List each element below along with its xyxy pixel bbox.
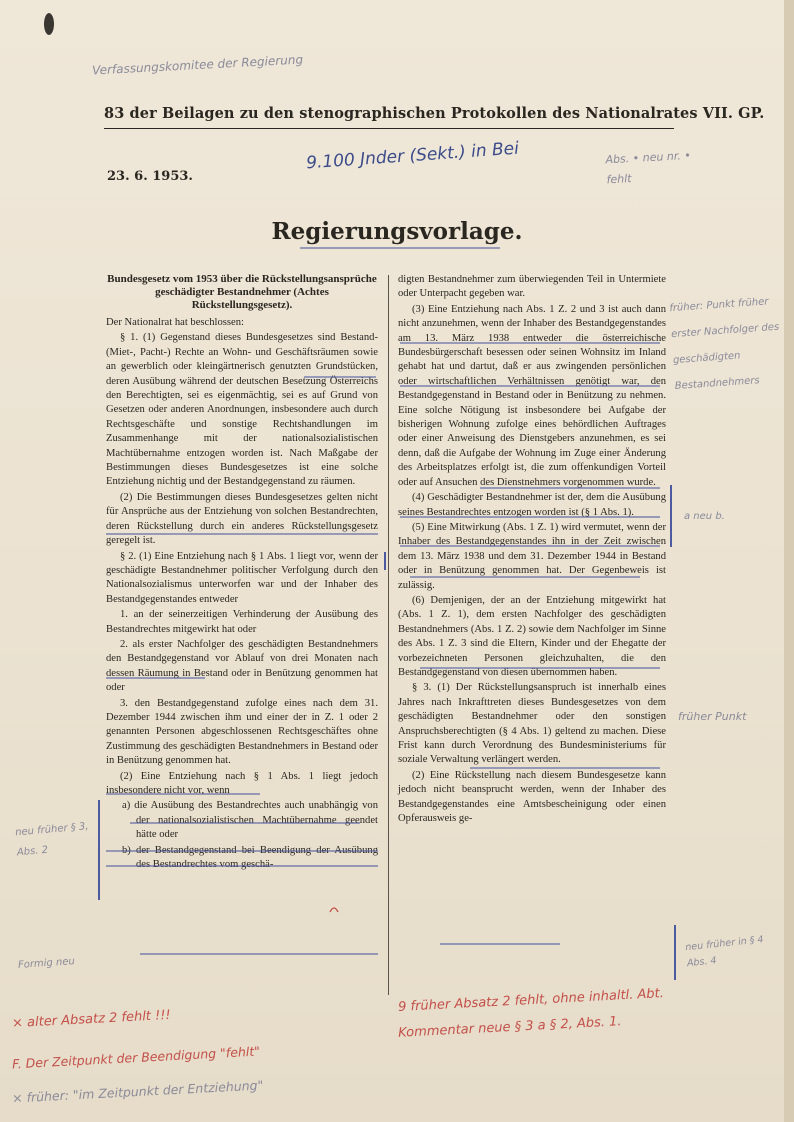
paragraph: (2) Die Bestimmungen dieses Bundesgesetzes gelten nicht für Ansprüche aus der Entziehung von solchen Bestandrechten, deren Rückstellung durch ein anderes Rückstellungsgesetz geregelt ist. <box>106 491 378 547</box>
handwritten-note-top: 9.100 Jnder (Sekt.) in Bei <box>305 138 520 174</box>
pencil-note-top-left: Verfassungskomitee der Regierung <box>91 52 304 78</box>
paragraph: (4) Geschädigter Bestandnehmer ist der, dem die Ausübung seines Bestandrechtes entzogen worden ist (§ 1 Abs. 1). <box>398 492 666 518</box>
pencil-note-left-margin-1: neu früher § 3, Abs. 2 <box>14 821 89 859</box>
list-item: b) der Bestandgegenstand bei Beendigung der Ausübung des Bestandrechtes vom geschä- <box>122 844 378 871</box>
red-note-bottom-left-2: F. Der Zeitpunkt der Beendigung "fehlt" <box>11 1043 261 1072</box>
law-title: Bundesgesetz vom 1953 über die Rückstellungsansprüche geschädigter Bestandnehmer (Achtes Rückstellungsgesetz). <box>107 273 377 311</box>
pencil-note-right-margin-4: neu früher in § 4 Abs. 4 <box>684 934 764 970</box>
paragraph: (6) Demjenigen, der an der Entziehung mitgewirkt hat (Abs. 1 Z. 1), dem ersten Nachfolger des geschädigten Bestandnehmers (Abs. 1 Z. 2) sowie dem Nachfolger im Sinne des Abs. 1 Z. 3 sind die Eltern, Kinder und der Ehegatte der vorbezeichneten Personen gleichzuhalten, die den Bestandgegenstand von diesen übernommen haben. <box>398 594 666 678</box>
paragraph: § 1. (1) Gegenstand dieses Bundesgesetzes sind Bestand- (Miet-, Pacht-) Rechte an Wohn- und Geschäftsräumen sowie an gewerblich oder kleingärtnerisch genutzten Grundstücken, deren Ausübung während der deutschen Besetzung Österreichs den Berechtigten, sei es eigenmächtig, sei es auf Grund von Gesetzen oder anderen Anordnungen, insbesondere auch durch Rechtsgeschäfte und sonstige Rechtshandlungen im Zusammenhange mit der nationalsozialistischen Machtübernahme entzogen worden ist. Nach Maßgabe der Bestimmungen dieses Bundesgesetzes ist eine solche Entziehung nichtig und der Bestandgegenstand zu räumen. <box>106 332 378 488</box>
paragraph: (3) Eine Entziehung nach Abs. 1 Z. 2 und 3 ist auch dann nicht anzunehmen, wenn der Inhaber des Bestandgegenstandes am 13. März 1938 entweder die österreichische Bundesbürgerschaft besessen oder seinen Wohnsitz im Inland gehabt hat und dartut, daß er aus zwingenden persönlichen oder wirtschaftlichen Verhältnissen genötigt war, den Bestandgegenstand in Bestand oder in Benützung zu nehmen. Eine solche Nötigung ist insbesondere bei Aufgabe der bisherigen Wohnung zufolge eines behördlichen Auftrages oder einer Anweisung des Dienstgebers anzunehmen, es sei denn, daß die Aufgabe der Wohnung im Zuge einer Änderung des Arbeitsplatzes erfolgt ist, die zum offenkundigen Vorteil oder auf Ansuchen des Dienstnehmers vorgenommen wurde. <box>398 303 666 488</box>
red-note-bottom-right-2: Kommentar neue § 3 a § 2, Abs. 1. <box>397 1014 622 1041</box>
paragraph: digten Bestandnehmer zum überwiegenden Teil in Untermiete oder Unterpacht gegeben war. <box>398 274 666 300</box>
pencil-note-left-margin-2: Formig neu <box>17 956 76 971</box>
paragraph: (2) Eine Rückstellung nach diesem Bundesgesetze kann jedoch nicht beansprucht werden, wenn der Inhaber des Bestandgegenstandes eine Amtsbescheinigung oder einen Opferausweis ge- <box>398 769 666 825</box>
list-item: 1. an der seinerzeitigen Verhinderung der Ausübung des Bestandrechtes mitgewirkt hat oder <box>106 609 378 635</box>
document-date: 23. 6. 1953. <box>107 169 193 184</box>
pencil-note-right-margin-3: früher Punkt <box>678 710 747 723</box>
paragraph: Der Nationalrat hat beschlossen: <box>106 317 244 328</box>
document-title: Regierungsvorlage. <box>271 218 523 245</box>
pencil-note-bottom-left-3: × früher: "im Zeitpunkt der Entziehung" <box>11 1077 264 1106</box>
paragraph: § 3. (1) Der Rückstellungsanspruch ist innerhalb eines Jahres nach Inkrafttreten dieses Bundesgesetzes von dem geschädigten Bestandnehmer oder den sonstigen Anspruchsberechtigten (§ 4 Abs. 1) geltend zu machen. Diese Frist kann durch Verordnung des Bundesministeriums für soziale Verwaltung verlängert werden. <box>398 682 666 766</box>
paragraph: § 2. (1) Eine Entziehung nach § 1 Abs. 1 liegt vor, wenn der geschädigte Bestandnehmer politischer Verfolgung durch den Nationalsozialismus unterworfen war und der Inhaber des Bestandgegenstandes entweder <box>106 550 378 605</box>
pencil-note-top-right: Abs. • neu nr. • fehlt <box>605 148 692 187</box>
paragraph: (5) Eine Mitwirkung (Abs. 1 Z. 1) wird vermutet, wenn der Inhaber des Bestandgegenstandes ihn in der Zeit zwischen dem 13. März 1938 und dem 31. Dezember 1944 in Bestand oder in Benützung genommen hat. Der Gegenbeweis ist zulässig. <box>398 521 666 591</box>
list-item: 2. als erster Nachfolger des geschädigten Bestandnehmers den Bestandgegenstand vor Ablauf von drei Monaten nach dessen Räumung in Bestand oder in Benützung genommen hat oder <box>106 638 378 694</box>
document-header: 83 der Beilagen zu den stenographischen Protokollen des Nationalrates VII. GP. <box>104 105 674 129</box>
pencil-note-right-margin-1: früher: Punkt früher erster Nachfolger des geschädigten Bestandnehmers <box>669 296 780 393</box>
paragraph: (2) Eine Entziehung nach § 1 Abs. 1 liegt jedoch insbesondere nicht vor, wenn <box>106 770 378 796</box>
red-note-bottom-left-1: × alter Absatz 2 fehlt !!! <box>11 1007 172 1032</box>
pencil-note-right-margin-2: a neu b. <box>684 511 725 522</box>
list-item: a) die Ausübung des Bestandrechtes auch unabhängig von der nationalsozialistischen Machtübernahme geendet hätte oder <box>122 800 378 841</box>
list-item: 3. den Bestandgegenstand zufolge eines nach dem 31. Dezember 1944 zwischen ihm und einer der in Z. 1 oder 2 genannten Personen abgeschlossenen Rechtsgeschäftes ohne Zustimmung des geschädigten Bestandnehmers in Bestand oder in Benützung genommen hat. <box>106 697 378 767</box>
red-note-bottom-right-1: 9 früher Absatz 2 fehlt, ohne inhaltl. Abt. <box>397 986 665 1015</box>
